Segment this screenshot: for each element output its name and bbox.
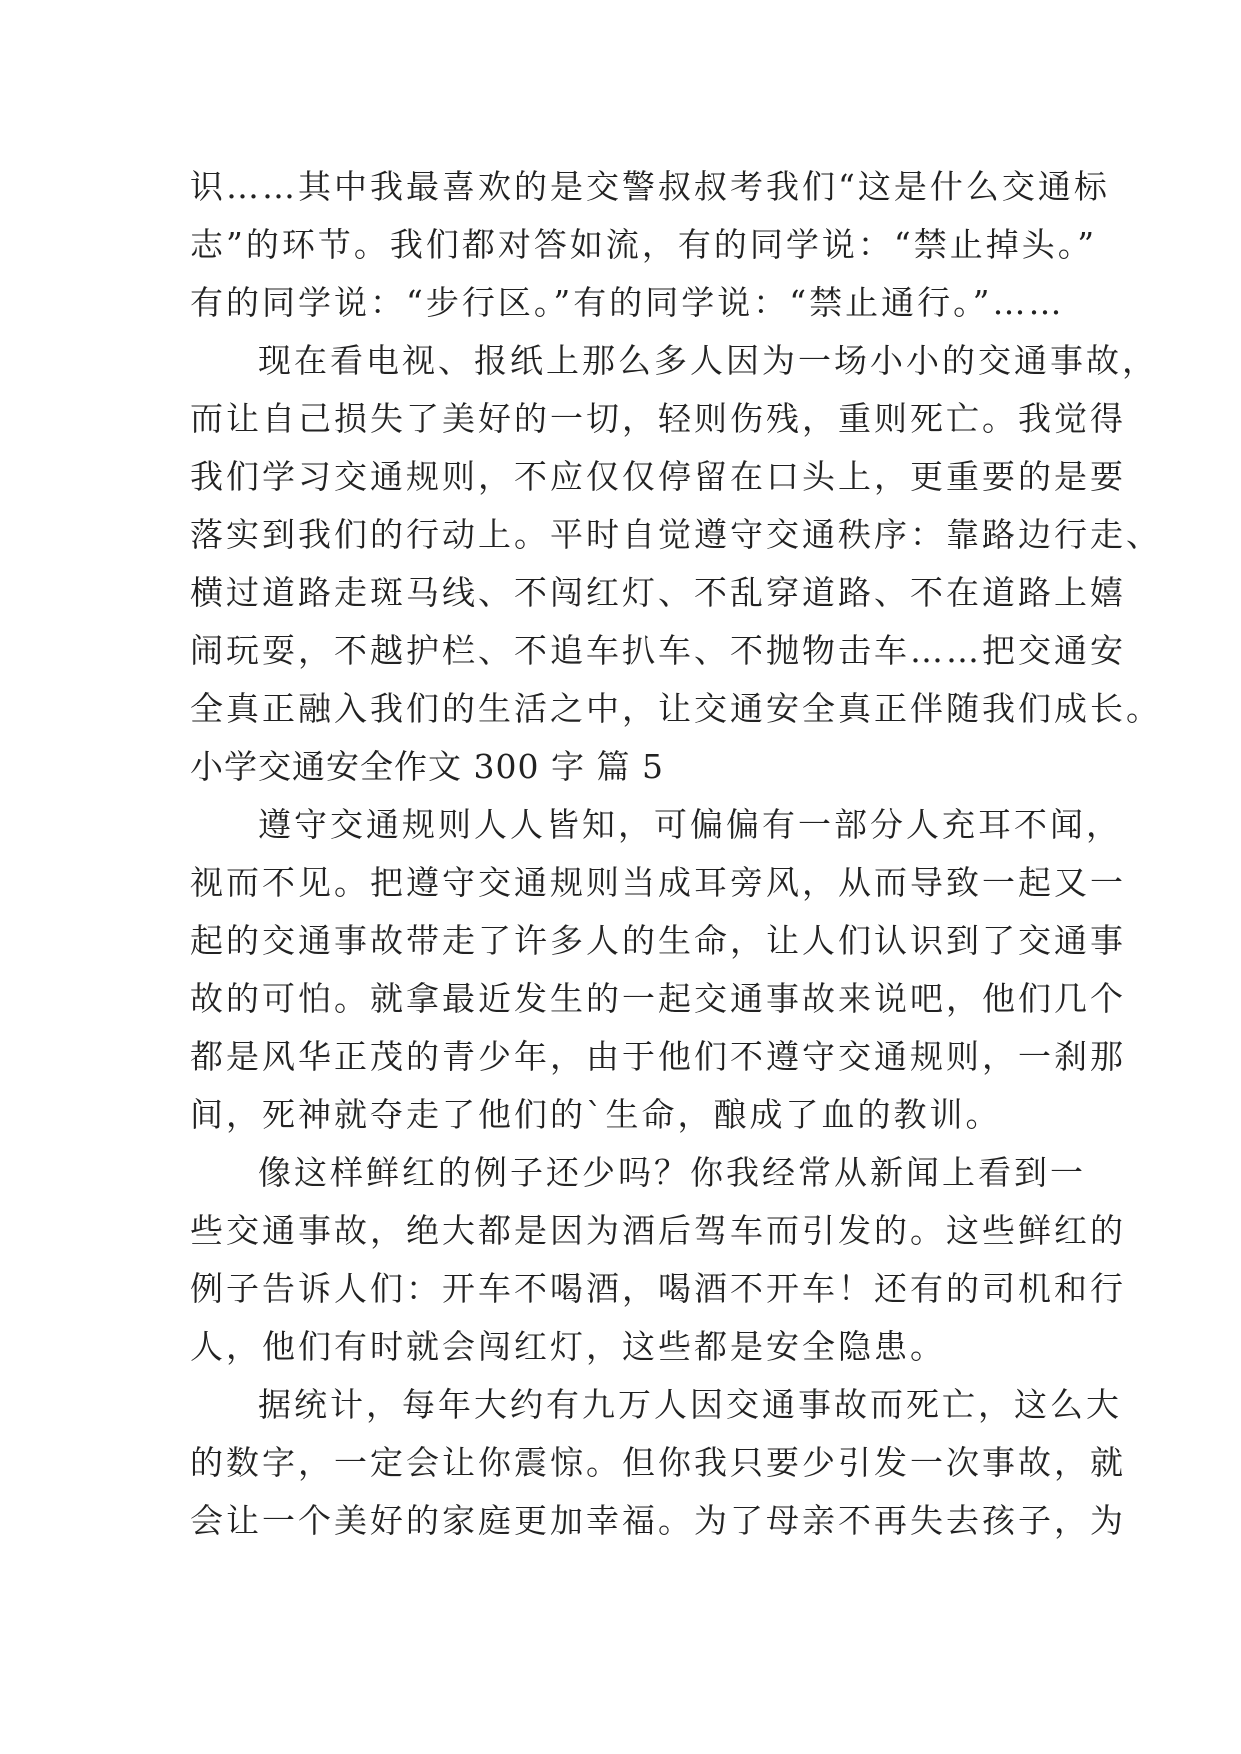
paragraph-start-line: 遵守交通规则人人皆知，可偏偏有一部分人充耳不闻， — [258, 805, 1122, 844]
text-line: 落实到我们的行动上。平时自觉遵守交通秩序：靠路边行走、 — [190, 515, 1162, 554]
text-line: 识……其中我最喜欢的是交警叔叔考我们“这是什么交通标 — [190, 167, 1110, 206]
text-line: 起的交通事故带走了许多人的生命，让人们认识到了交通事 — [190, 921, 1126, 960]
essay-body — [190, 158, 1162, 1550]
paragraph-start-line: 据统计，每年大约有九万人因交通事故而死亡，这么大 — [258, 1385, 1122, 1424]
text-line: 些交通事故，绝大都是因为酒后驾车而引发的。这些鲜红的 — [190, 1211, 1126, 1250]
text-line: 例子告诉人们：开车不喝酒，喝酒不开车！还有的司机和行 — [190, 1269, 1126, 1308]
text-line: 故的可怕。就拿最近发生的一起交通事故来说吧，他们几个 — [190, 979, 1126, 1018]
text-line: 人，他们有时就会闯红灯，这些都是安全隐患。 — [190, 1327, 946, 1366]
paragraph-start-line: 现在看电视、报纸上那么多人因为一场小小的交通事故， — [258, 341, 1158, 380]
paragraph-start-line: 像这样鲜红的例子还少吗？你我经常从新闻上看到一 — [258, 1153, 1086, 1192]
text-line: 视而不见。把遵守交通规则当成耳旁风，从而导致一起又一 — [190, 863, 1126, 902]
text-line: 的数字，一定会让你震惊。但你我只要少引发一次事故，就 — [190, 1443, 1126, 1482]
text-line: 会让一个美好的家庭更加幸福。为了母亲不再失去孩子，为 — [190, 1501, 1126, 1540]
text-line: 我们学习交通规则，不应仅仅停留在口头上，更重要的是要 — [190, 457, 1126, 496]
text-line: 横过道路走斑马线、不闯红灯、不乱穿道路、不在道路上嬉 — [190, 573, 1126, 612]
text-line: 间，死神就夺走了他们的`生命，酿成了血的教训。 — [190, 1095, 1002, 1134]
text-line: 全真正融入我们的生活之中，让交通安全真正伴随我们成长。 — [190, 689, 1162, 728]
text-line: 都是风华正茂的青少年，由于他们不遵守交通规则，一刹那 — [190, 1037, 1126, 1076]
text-line: 闹玩耍，不越护栏、不追车扒车、不抛物击车……把交通安 — [190, 631, 1126, 670]
text-line: 而让自己损失了美好的一切，轻则伤残，重则死亡。我觉得 — [190, 399, 1126, 438]
text-line: 志”的环节。我们都对答如流，有的同学说：“禁止掉头。” — [190, 225, 1098, 264]
text-line: 有的同学说：“步行区。”有的同学说：“禁止通行。”…… — [190, 283, 1065, 322]
section-heading: 小学交通安全作文 300 字 篇 5 — [190, 747, 664, 786]
